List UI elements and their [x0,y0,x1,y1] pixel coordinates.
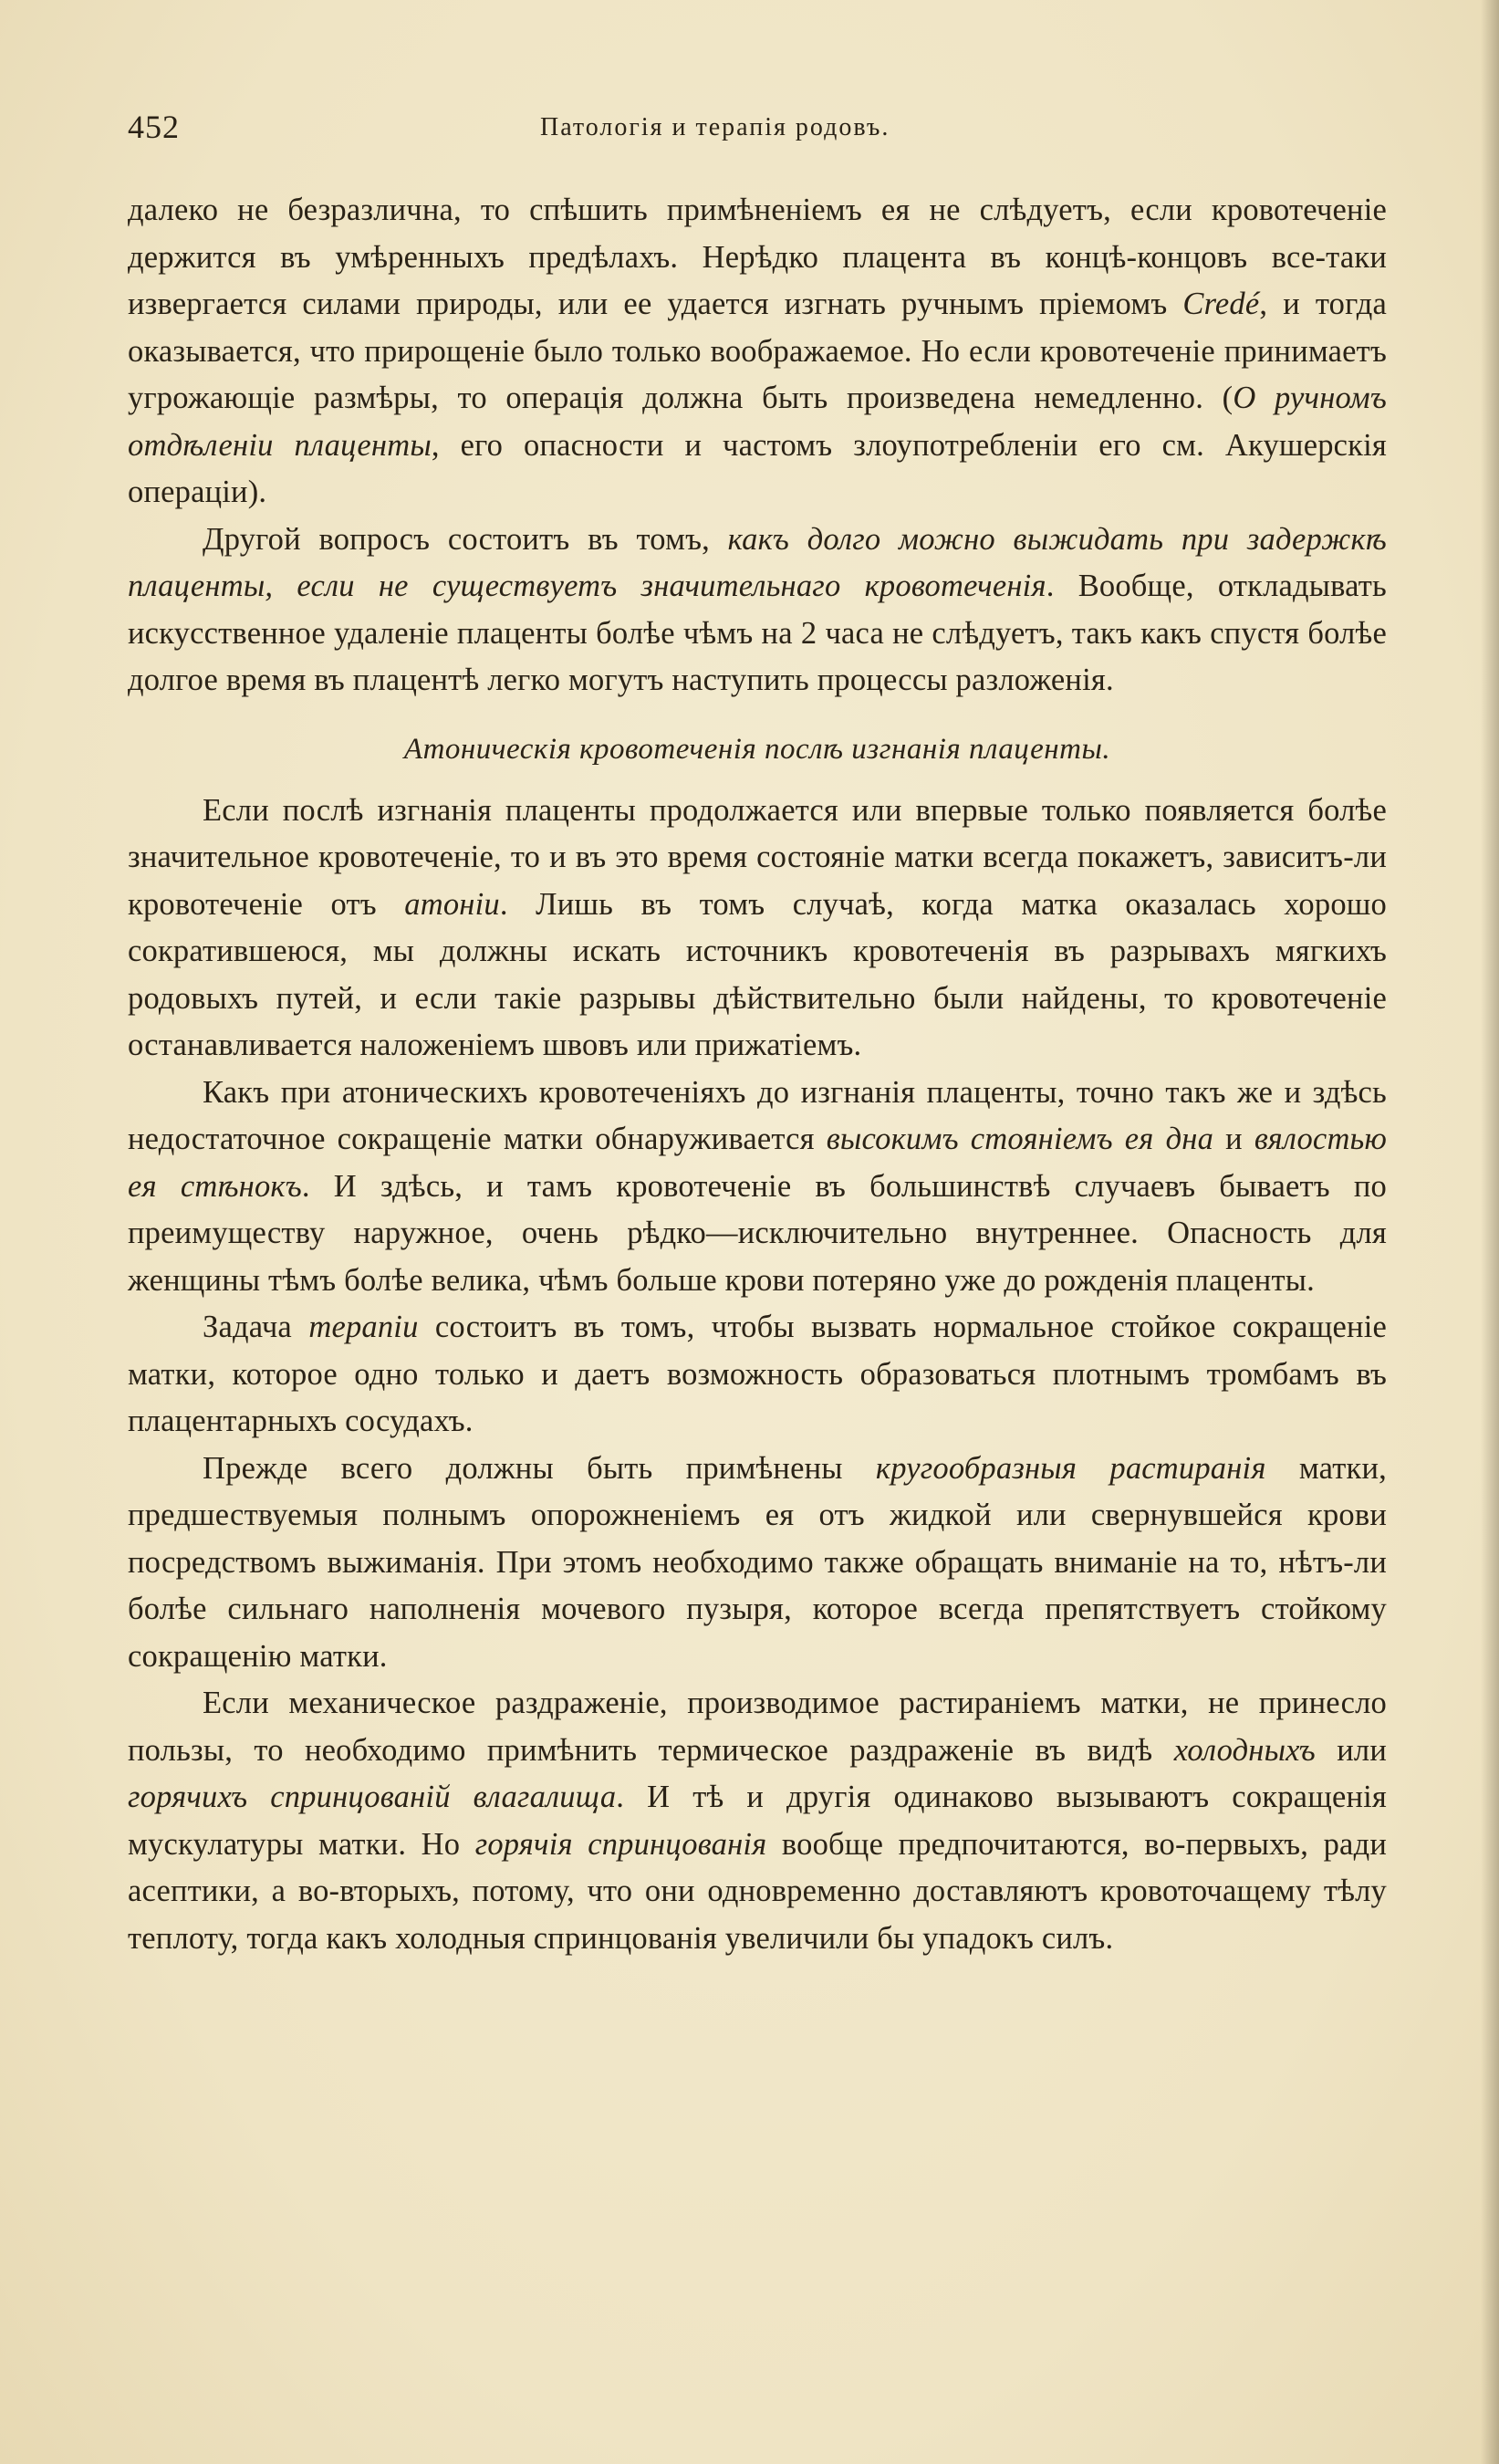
italic-text: Credé [1182,287,1260,321]
paragraph [128,1680,1387,1962]
italic-text: высокимъ стояніемъ ея дна [826,1122,1214,1156]
text-run: далеко не безразлична, то спѣшить примѣненіемъ ея не слѣдуетъ, если кровотеченіе держится въ умѣренныхъ предѣлахъ. Нерѣдко плацента въ концѣ-концовъ все-таки извергается силами природы, или ее удается изгнать ручнымъ пріемомъ [128,193,1387,321]
paragraph [128,1446,1387,1681]
italic-text: какъ долго можно выжидать при задержкѣ плаценты, если не существуетъ значительнаго кровотеченія [128,521,1387,603]
italic-text: вялостью ея стѣнокъ [128,1122,1387,1204]
text-block-1 [128,187,1387,705]
italic-text: горячихъ спринцованій влагалища [128,1780,617,1814]
text-run: . И здѣсь, и тамъ кровотеченіе въ большинствѣ случаевъ бываетъ по преимуществу наружное, очень рѣдко—исключительно внутреннее. Опасность для женщины тѣмъ болѣе велика, чѣмъ больше крови потеряно уже до рожденія плаценты. [128,1168,1388,1298]
text-run: . Лишь въ томъ случаѣ, когда матка оказалась хорошо сократившеюся, мы должны искать источникъ кровотеченія въ разрывахъ мягкихъ родовыхъ путей, и если такіе разрывы дѣйствительно были найдены, то кровотеченіе останавливается наложеніемъ швовъ или прижатіемъ. [128,886,1387,1062]
page-body [128,187,1387,1962]
paragraph [128,187,1387,517]
text-run: . И тѣ и другія одинаково вызываютъ сокращенія мускулатуры матки. Но [128,1780,1387,1862]
paragraph [128,1070,1387,1305]
text-run: или [1315,1732,1387,1768]
italic-text: горячія спринцованія [474,1826,767,1862]
text-run: Прежде всего должны быть примѣнены [203,1450,876,1486]
text-run: Другой вопросъ состоитъ въ томъ, [203,521,728,557]
running-title: Патологія и терапія родовъ. [540,113,890,141]
text-run: Какъ при атоническихъ кровотеченіяхъ до изгнанія плаценты, точно такъ же и здѣсь недостаточное сокращеніе матки обнаруживается [128,1074,1387,1156]
paragraph [128,517,1387,705]
page-binding-shadow [1481,0,1499,2464]
text-run: и [1213,1122,1254,1156]
italic-text: кругообразныя растиранія [875,1450,1266,1486]
paragraph [128,1304,1387,1446]
text-run: , его опасности и частомъ злоупотребленіи его см. Акушерскія операціи). [128,427,1387,509]
text-run: Если послѣ изгнанія плаценты продолжается или впервые только появляется болѣе значительное кровотеченіе, то и въ это время состояніе матки всегда покажетъ, зависитъ-ли кровотеченіе отъ [128,792,1387,922]
text-run: матки, предшествуемыя полнымъ опорожненіемъ ея отъ жидкой или свернувшейся крови посредствомъ выжиманія. При этомъ необходимо также обращать вниманіе на то, нѣтъ-ли болѣе сильнаго наполненія мочевого пузыря, которое всегда препятствуетъ стойкому сокращенію матки. [128,1450,1387,1674]
text-run: вообще предпочитаются, во-первыхъ, ради асептики, а во-вторыхъ, потому, что они одновременно доставляютъ кровоточащему тѣлу теплоту, тогда какъ холодныя спринцованія увеличили бы упадокъ силъ. [128,1826,1387,1956]
text-run: состоитъ въ томъ, чтобы вызвать нормальное стойкое сокращеніе матки, которое одно только и даетъ возможность образоваться плотнымъ тромбамъ въ плацентарныхъ сосудахъ. [128,1310,1387,1438]
paragraph [128,788,1387,1070]
section-subheading: Атоническія кровотеченія послѣ изгнанія плаценты. [403,732,1111,766]
page-number: 452 [128,109,180,145]
page-header [128,108,1353,153]
text-run: . Вообще, откладывать искусственное удаленіе плаценты болѣе чѣмъ на 2 часа не слѣдуетъ, такъ какъ спустя болѣе долгое время въ плацентѣ легко могутъ наступить процессы разложенія. [128,569,1387,697]
text-run: Если механическое раздраженіе, производимое растираніемъ матки, не принесло пользы, то необходимо примѣнить термическое раздраженіе въ видѣ [128,1686,1387,1768]
italic-text: холодныхъ [1173,1732,1316,1768]
italic-text: атоніи [404,886,500,922]
italic-text: терапіи [308,1310,419,1344]
italic-text: О ручномъ отдѣленіи плаценты [128,381,1387,463]
text-block-2 [128,788,1387,1963]
text-run: , и тогда оказывается, что прирощеніе было только воображаемое. Но если кровотеченіе принимаетъ угрожающіе размѣры, то операція должна быть произведена немедленно. ( [128,287,1387,415]
text-run: Задача [203,1310,309,1344]
